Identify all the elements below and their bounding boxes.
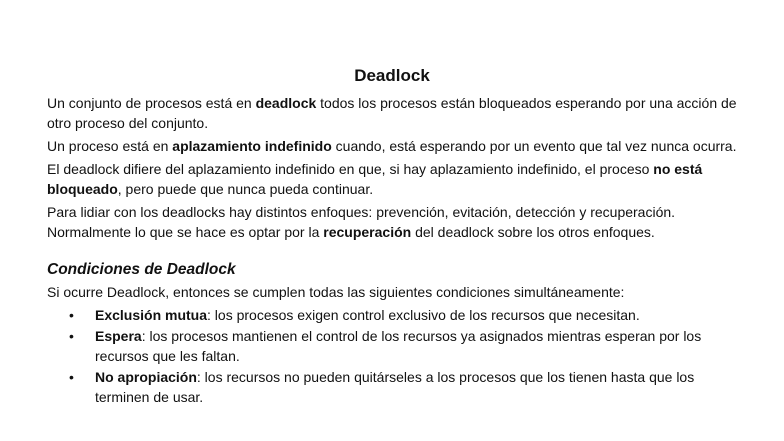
paragraph-text: del deadlock sobre los otros enfoques. bbox=[411, 224, 655, 240]
bold-term: deadlock bbox=[255, 95, 317, 111]
paragraph-text: El deadlock difiere del aplazamiento indefinido en que, si hay aplazamiento indefinido, el proceso bbox=[47, 161, 654, 177]
bullet-icon: • bbox=[69, 369, 74, 385]
condition-term: Espera bbox=[95, 328, 142, 344]
list-item bbox=[47, 326, 747, 366]
paragraph-text: Un conjunto de procesos está en bbox=[47, 95, 256, 111]
paragraph-approaches bbox=[47, 202, 747, 242]
paragraph-text: Un proceso está en bbox=[47, 138, 173, 154]
bold-term: aplazamiento indefinido bbox=[172, 138, 332, 154]
paragraph-difference bbox=[47, 159, 747, 199]
condition-desc: : los recursos no pueden quitárseles a los procesos que los tienen hasta que los terminen de usar. bbox=[95, 369, 695, 405]
section-heading: Condiciones de Deadlock bbox=[47, 261, 236, 278]
paragraph-text: todos los procesos están bloqueados esperando por una acción de otro proceso del conjunto. bbox=[47, 95, 737, 131]
bullet-icon: • bbox=[69, 307, 74, 323]
condition-desc: : los procesos mantienen el control de los recursos ya asignados mientras esperan por los recursos que les faltan. bbox=[95, 328, 702, 364]
paragraph-text: cuando, está esperando por un evento que tal vez nunca ocurra. bbox=[331, 138, 737, 154]
condition-term: Exclusión mutua bbox=[95, 307, 208, 323]
list-item bbox=[47, 367, 747, 407]
paragraph-text: , pero puede que nunca pueda continuar. bbox=[117, 181, 374, 197]
section-intro: Si ocurre Deadlock, entonces se cumplen todas las siguientes condiciones simultáneamente: bbox=[47, 284, 625, 300]
condition-term: No apropiación bbox=[95, 369, 197, 385]
condition-desc: : los procesos exigen control exclusivo de los recursos que necesitan. bbox=[207, 307, 640, 323]
bold-term: no está bloqueado bbox=[47, 161, 703, 197]
paragraph-indefinite-postponement bbox=[47, 136, 747, 156]
document-body bbox=[47, 93, 747, 408]
conditions-list bbox=[47, 305, 747, 407]
paragraph-deadlock-definition bbox=[47, 93, 747, 133]
bullet-icon: • bbox=[69, 328, 74, 344]
bold-term: recuperación bbox=[323, 224, 412, 240]
document-title: Deadlock bbox=[354, 66, 430, 85]
list-item bbox=[47, 305, 747, 325]
paragraph-text: Para lidiar con los deadlocks hay distintos enfoques: prevención, evitación, detección y recuperación. Normalmente lo que se hace es optar por la bbox=[47, 204, 676, 240]
